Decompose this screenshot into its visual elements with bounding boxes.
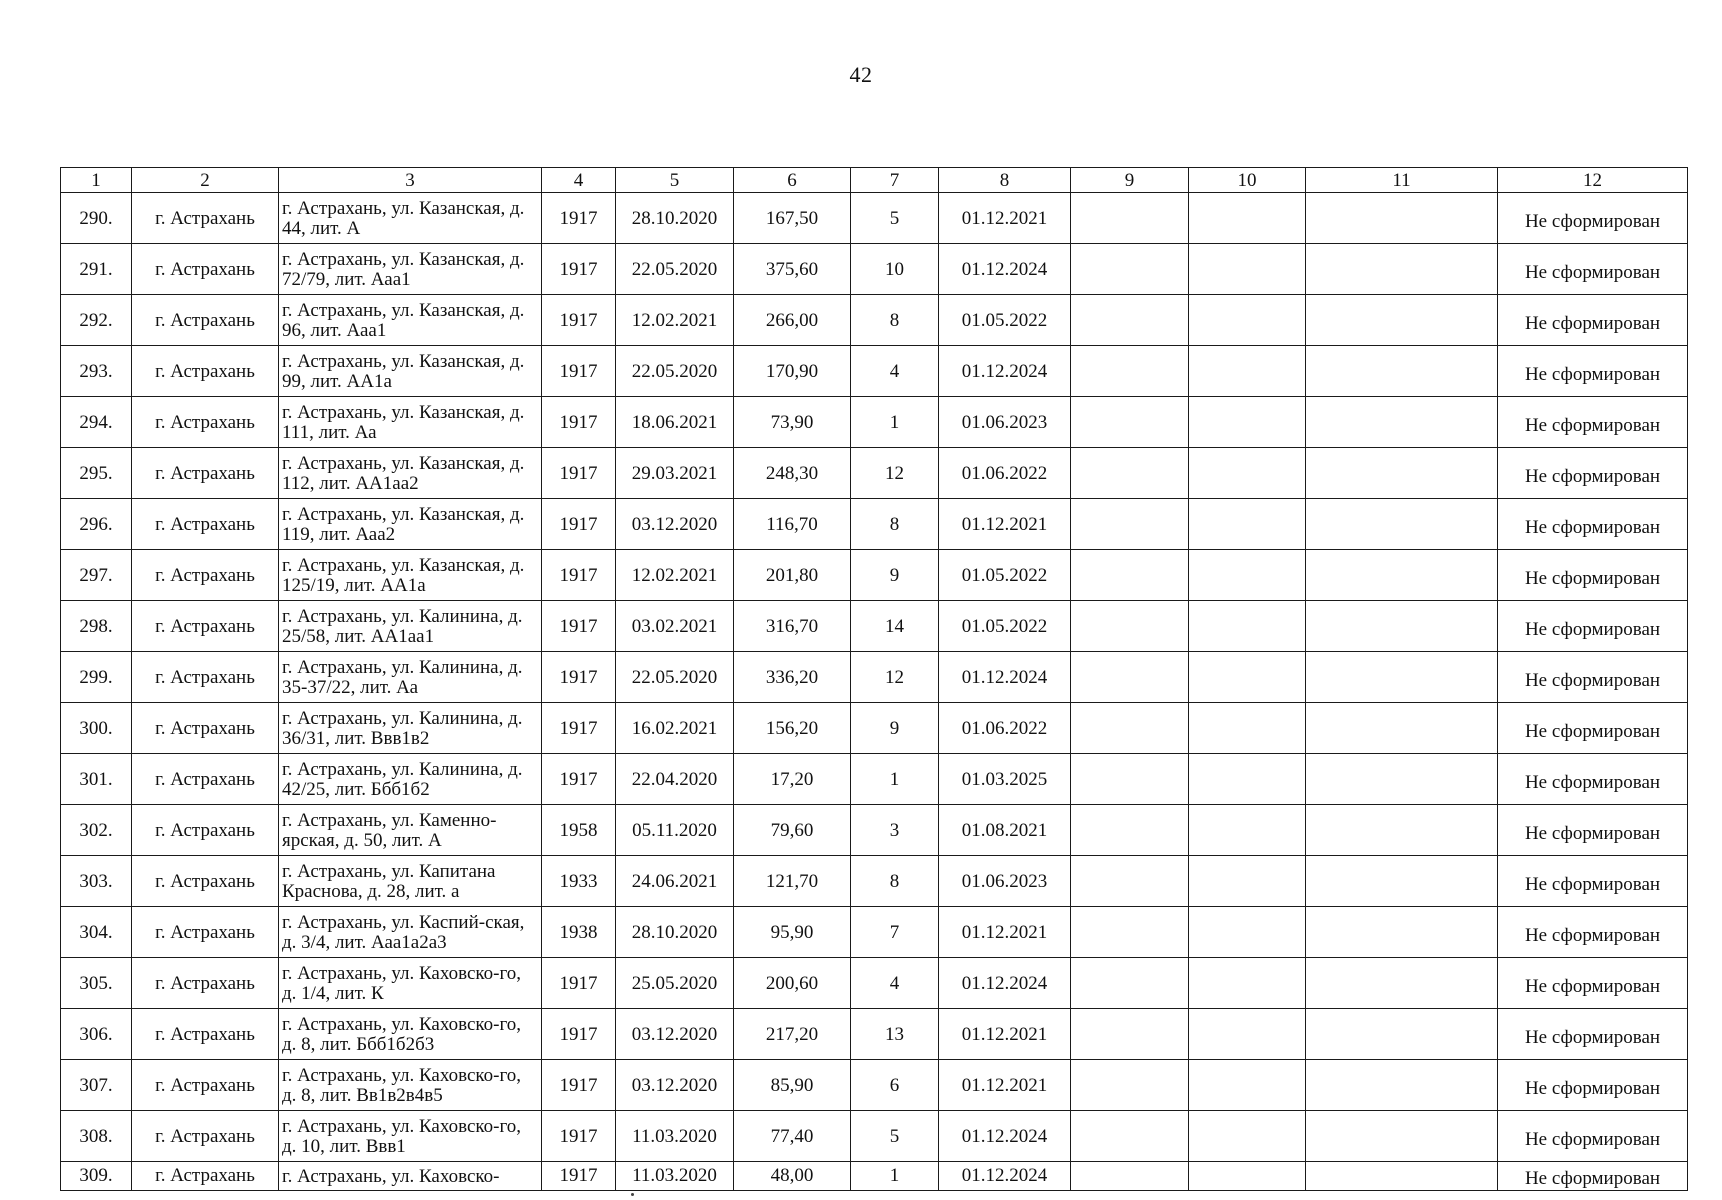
column-11-cell xyxy=(1306,1111,1498,1162)
year-cell: 1917 xyxy=(542,397,616,448)
date-cell: 22.05.2020 xyxy=(616,244,734,295)
row-number: 304. xyxy=(61,907,132,958)
due-date-cell: 01.12.2021 xyxy=(939,1009,1071,1060)
table-row xyxy=(61,703,1688,754)
status-cell: Не сформирован xyxy=(1498,652,1688,703)
status-cell: Не сформирован xyxy=(1498,856,1688,907)
table-row xyxy=(61,1111,1688,1162)
city-cell: г. Астрахань xyxy=(132,856,279,907)
date-cell: 03.12.2020 xyxy=(616,1009,734,1060)
status-cell: Не сформирован xyxy=(1498,1009,1688,1060)
table-row xyxy=(61,397,1688,448)
date-cell: 28.10.2020 xyxy=(616,907,734,958)
address-cell: г. Астрахань, ул. Каховско-го, д. 1/4, лит. К xyxy=(279,958,542,1009)
due-date-cell: 01.06.2023 xyxy=(939,856,1071,907)
column-9-cell xyxy=(1071,346,1189,397)
column-10-cell xyxy=(1189,907,1306,958)
column-header-8: 8 xyxy=(939,168,1071,193)
column-9-cell xyxy=(1071,244,1189,295)
city-cell: г. Астрахань xyxy=(132,397,279,448)
date-cell: 28.10.2020 xyxy=(616,193,734,244)
count-cell: 1 xyxy=(851,1162,939,1191)
area-cell: 73,90 xyxy=(734,397,851,448)
city-cell: г. Астрахань xyxy=(132,703,279,754)
column-10-cell xyxy=(1189,652,1306,703)
column-11-cell xyxy=(1306,856,1498,907)
city-cell: г. Астрахань xyxy=(132,295,279,346)
table-row xyxy=(61,601,1688,652)
column-10-cell xyxy=(1189,1111,1306,1162)
year-cell: 1917 xyxy=(542,1060,616,1111)
due-date-cell: 01.05.2022 xyxy=(939,601,1071,652)
status-cell: Не сформирован xyxy=(1498,601,1688,652)
year-cell: 1917 xyxy=(542,1111,616,1162)
status-cell: Не сформирован xyxy=(1498,805,1688,856)
housing-register-table xyxy=(60,167,1688,1191)
column-9-cell xyxy=(1071,652,1189,703)
table-row xyxy=(61,907,1688,958)
status-cell: Не сформирован xyxy=(1498,907,1688,958)
area-cell: 200,60 xyxy=(734,958,851,1009)
row-number: 290. xyxy=(61,193,132,244)
area-cell: 85,90 xyxy=(734,1060,851,1111)
column-10-cell xyxy=(1189,193,1306,244)
year-cell: 1917 xyxy=(542,703,616,754)
area-cell: 375,60 xyxy=(734,244,851,295)
count-cell: 4 xyxy=(851,958,939,1009)
column-11-cell xyxy=(1306,958,1498,1009)
table-row xyxy=(61,958,1688,1009)
column-header-12: 12 xyxy=(1498,168,1688,193)
row-number: 307. xyxy=(61,1060,132,1111)
column-9-cell xyxy=(1071,703,1189,754)
year-cell: 1917 xyxy=(542,499,616,550)
city-cell: г. Астрахань xyxy=(132,448,279,499)
date-cell: 05.11.2020 xyxy=(616,805,734,856)
area-cell: 167,50 xyxy=(734,193,851,244)
column-11-cell xyxy=(1306,1009,1498,1060)
column-11-cell xyxy=(1306,703,1498,754)
column-9-cell xyxy=(1071,1060,1189,1111)
column-9-cell xyxy=(1071,805,1189,856)
column-10-cell xyxy=(1189,244,1306,295)
column-9-cell xyxy=(1071,1111,1189,1162)
column-9-cell xyxy=(1071,550,1189,601)
column-header-3: 3 xyxy=(279,168,542,193)
city-cell: г. Астрахань xyxy=(132,754,279,805)
table-header xyxy=(61,168,1688,193)
year-cell: 1917 xyxy=(542,550,616,601)
column-11-cell xyxy=(1306,1060,1498,1111)
column-9-cell xyxy=(1071,1162,1189,1191)
column-11-cell xyxy=(1306,601,1498,652)
scan-speck xyxy=(631,1193,634,1196)
year-cell: 1917 xyxy=(542,346,616,397)
count-cell: 12 xyxy=(851,448,939,499)
date-cell: 22.05.2020 xyxy=(616,652,734,703)
year-cell: 1933 xyxy=(542,856,616,907)
status-cell: Не сформирован xyxy=(1498,550,1688,601)
header-row xyxy=(61,168,1688,193)
date-cell: 11.03.2020 xyxy=(616,1162,734,1191)
city-cell: г. Астрахань xyxy=(132,601,279,652)
address-cell: г. Астрахань, ул. Калинина, д. 35-37/22, лит. Аа xyxy=(279,652,542,703)
table-row xyxy=(61,346,1688,397)
city-cell: г. Астрахань xyxy=(132,550,279,601)
count-cell: 12 xyxy=(851,652,939,703)
column-header-1: 1 xyxy=(61,168,132,193)
column-10-cell xyxy=(1189,754,1306,805)
row-number: 291. xyxy=(61,244,132,295)
column-header-2: 2 xyxy=(132,168,279,193)
year-cell: 1917 xyxy=(542,652,616,703)
city-cell: г. Астрахань xyxy=(132,1162,279,1191)
column-10-cell xyxy=(1189,1162,1306,1191)
due-date-cell: 01.08.2021 xyxy=(939,805,1071,856)
city-cell: г. Астрахань xyxy=(132,652,279,703)
row-number: 301. xyxy=(61,754,132,805)
area-cell: 170,90 xyxy=(734,346,851,397)
column-9-cell xyxy=(1071,397,1189,448)
date-cell: 03.02.2021 xyxy=(616,601,734,652)
due-date-cell: 01.06.2023 xyxy=(939,397,1071,448)
column-10-cell xyxy=(1189,346,1306,397)
column-header-5: 5 xyxy=(616,168,734,193)
year-cell: 1917 xyxy=(542,754,616,805)
column-11-cell xyxy=(1306,193,1498,244)
year-cell: 1917 xyxy=(542,448,616,499)
area-cell: 336,20 xyxy=(734,652,851,703)
area-cell: 79,60 xyxy=(734,805,851,856)
row-number: 293. xyxy=(61,346,132,397)
column-11-cell xyxy=(1306,805,1498,856)
table-row xyxy=(61,295,1688,346)
due-date-cell: 01.12.2024 xyxy=(939,244,1071,295)
due-date-cell: 01.12.2024 xyxy=(939,346,1071,397)
row-number: 300. xyxy=(61,703,132,754)
address-cell: г. Астрахань, ул. Капитана Краснова, д. 28, лит. а xyxy=(279,856,542,907)
table-row xyxy=(61,193,1688,244)
row-number: 303. xyxy=(61,856,132,907)
date-cell: 25.05.2020 xyxy=(616,958,734,1009)
due-date-cell: 01.05.2022 xyxy=(939,550,1071,601)
count-cell: 1 xyxy=(851,754,939,805)
area-cell: 316,70 xyxy=(734,601,851,652)
row-number: 297. xyxy=(61,550,132,601)
status-cell: Не сформирован xyxy=(1498,448,1688,499)
table-row xyxy=(61,244,1688,295)
row-number: 308. xyxy=(61,1111,132,1162)
area-cell: 48,00 xyxy=(734,1162,851,1191)
count-cell: 9 xyxy=(851,550,939,601)
status-cell: Не сформирован xyxy=(1498,754,1688,805)
status-cell: Не сформирован xyxy=(1498,244,1688,295)
table-row xyxy=(61,856,1688,907)
address-cell: г. Астрахань, ул. Каховско-го, д. 10, лит. Ввв1 xyxy=(279,1111,542,1162)
count-cell: 10 xyxy=(851,244,939,295)
count-cell: 6 xyxy=(851,1060,939,1111)
area-cell: 116,70 xyxy=(734,499,851,550)
area-cell: 266,00 xyxy=(734,295,851,346)
table-row xyxy=(61,448,1688,499)
column-10-cell xyxy=(1189,397,1306,448)
year-cell: 1917 xyxy=(542,958,616,1009)
column-9-cell xyxy=(1071,295,1189,346)
year-cell: 1917 xyxy=(542,601,616,652)
address-cell: г. Астрахань, ул. Калинина, д. 42/25, лит. Ббб1б2 xyxy=(279,754,542,805)
city-cell: г. Астрахань xyxy=(132,244,279,295)
column-header-7: 7 xyxy=(851,168,939,193)
city-cell: г. Астрахань xyxy=(132,346,279,397)
column-header-11: 11 xyxy=(1306,168,1498,193)
city-cell: г. Астрахань xyxy=(132,1060,279,1111)
row-number: 309. xyxy=(61,1162,132,1191)
page-number: 42 xyxy=(849,62,873,87)
row-number: 294. xyxy=(61,397,132,448)
year-cell: 1917 xyxy=(542,244,616,295)
row-number: 305. xyxy=(61,958,132,1009)
column-9-cell xyxy=(1071,499,1189,550)
column-header-6: 6 xyxy=(734,168,851,193)
column-9-cell xyxy=(1071,907,1189,958)
city-cell: г. Астрахань xyxy=(132,193,279,244)
status-cell: Не сформирован xyxy=(1498,958,1688,1009)
status-cell: Не сформирован xyxy=(1498,295,1688,346)
column-9-cell xyxy=(1071,601,1189,652)
status-cell: Не сформирован xyxy=(1498,397,1688,448)
city-cell: г. Астрахань xyxy=(132,907,279,958)
column-header-4: 4 xyxy=(542,168,616,193)
address-cell: г. Астрахань, ул. Казанская, д. 119, лит. Ааа2 xyxy=(279,499,542,550)
status-cell: Не сформирован xyxy=(1498,193,1688,244)
year-cell: 1917 xyxy=(542,193,616,244)
area-cell: 217,20 xyxy=(734,1009,851,1060)
column-10-cell xyxy=(1189,295,1306,346)
count-cell: 8 xyxy=(851,499,939,550)
row-number: 306. xyxy=(61,1009,132,1060)
count-cell: 13 xyxy=(851,1009,939,1060)
count-cell: 14 xyxy=(851,601,939,652)
status-cell: Не сформирован xyxy=(1498,703,1688,754)
due-date-cell: 01.06.2022 xyxy=(939,448,1071,499)
address-cell: г. Астрахань, ул. Казанская, д. 112, лит. АА1аа2 xyxy=(279,448,542,499)
date-cell: 03.12.2020 xyxy=(616,499,734,550)
column-11-cell xyxy=(1306,448,1498,499)
column-11-cell xyxy=(1306,652,1498,703)
table-row xyxy=(61,1162,1688,1191)
address-cell: г. Астрахань, ул. Каховско- xyxy=(279,1162,542,1191)
status-cell: Не сформирован xyxy=(1498,1111,1688,1162)
date-cell: 18.06.2021 xyxy=(616,397,734,448)
column-10-cell xyxy=(1189,856,1306,907)
year-cell: 1958 xyxy=(542,805,616,856)
table-body xyxy=(61,193,1688,1191)
city-cell: г. Астрахань xyxy=(132,1009,279,1060)
due-date-cell: 01.12.2021 xyxy=(939,1060,1071,1111)
table-row xyxy=(61,550,1688,601)
date-cell: 11.03.2020 xyxy=(616,1111,734,1162)
address-cell: г. Астрахань, ул. Каховско-го, д. 8, лит. Ббб1б2б3 xyxy=(279,1009,542,1060)
address-cell: г. Астрахань, ул. Казанская, д. 72/79, лит. Ааа1 xyxy=(279,244,542,295)
row-number: 302. xyxy=(61,805,132,856)
area-cell: 201,80 xyxy=(734,550,851,601)
column-11-cell xyxy=(1306,1162,1498,1191)
row-number: 296. xyxy=(61,499,132,550)
count-cell: 8 xyxy=(851,856,939,907)
count-cell: 5 xyxy=(851,193,939,244)
table-row xyxy=(61,805,1688,856)
row-number: 298. xyxy=(61,601,132,652)
area-cell: 77,40 xyxy=(734,1111,851,1162)
column-10-cell xyxy=(1189,805,1306,856)
due-date-cell: 01.06.2022 xyxy=(939,703,1071,754)
count-cell: 7 xyxy=(851,907,939,958)
table-row xyxy=(61,652,1688,703)
date-cell: 16.02.2021 xyxy=(616,703,734,754)
row-number: 292. xyxy=(61,295,132,346)
address-cell: г. Астрахань, ул. Каспий-ская, д. 3/4, лит. Ааа1а2а3 xyxy=(279,907,542,958)
status-cell: Не сформирован xyxy=(1498,346,1688,397)
address-cell: г. Астрахань, ул. Казанская, д. 44, лит. А xyxy=(279,193,542,244)
status-cell: Не сформирован xyxy=(1498,1162,1688,1191)
area-cell: 95,90 xyxy=(734,907,851,958)
count-cell: 8 xyxy=(851,295,939,346)
status-cell: Не сформирован xyxy=(1498,499,1688,550)
address-cell: г. Астрахань, ул. Казанская, д. 96, лит. Ааа1 xyxy=(279,295,542,346)
column-11-cell xyxy=(1306,346,1498,397)
column-10-cell xyxy=(1189,1009,1306,1060)
city-cell: г. Астрахань xyxy=(132,1111,279,1162)
column-10-cell xyxy=(1189,958,1306,1009)
due-date-cell: 01.12.2024 xyxy=(939,1111,1071,1162)
column-11-cell xyxy=(1306,754,1498,805)
count-cell: 5 xyxy=(851,1111,939,1162)
date-cell: 29.03.2021 xyxy=(616,448,734,499)
column-10-cell xyxy=(1189,499,1306,550)
column-10-cell xyxy=(1189,448,1306,499)
date-cell: 03.12.2020 xyxy=(616,1060,734,1111)
area-cell: 121,70 xyxy=(734,856,851,907)
table-row xyxy=(61,754,1688,805)
column-9-cell xyxy=(1071,754,1189,805)
city-cell: г. Астрахань xyxy=(132,805,279,856)
column-9-cell xyxy=(1071,193,1189,244)
column-11-cell xyxy=(1306,295,1498,346)
count-cell: 1 xyxy=(851,397,939,448)
address-cell: г. Астрахань, ул. Казанская, д. 125/19, лит. АА1а xyxy=(279,550,542,601)
column-11-cell xyxy=(1306,907,1498,958)
address-cell: г. Астрахань, ул. Калинина, д. 25/58, лит. АА1аа1 xyxy=(279,601,542,652)
count-cell: 4 xyxy=(851,346,939,397)
area-cell: 156,20 xyxy=(734,703,851,754)
column-10-cell xyxy=(1189,703,1306,754)
table-row xyxy=(61,499,1688,550)
due-date-cell: 01.05.2022 xyxy=(939,295,1071,346)
date-cell: 22.05.2020 xyxy=(616,346,734,397)
due-date-cell: 01.12.2024 xyxy=(939,652,1071,703)
row-number: 295. xyxy=(61,448,132,499)
table-row xyxy=(61,1060,1688,1111)
address-cell: г. Астрахань, ул. Казанская, д. 99, лит. АА1а xyxy=(279,346,542,397)
date-cell: 12.02.2021 xyxy=(616,295,734,346)
year-cell: 1917 xyxy=(542,1162,616,1191)
column-9-cell xyxy=(1071,448,1189,499)
city-cell: г. Астрахань xyxy=(132,958,279,1009)
column-header-10: 10 xyxy=(1189,168,1306,193)
date-cell: 24.06.2021 xyxy=(616,856,734,907)
date-cell: 22.04.2020 xyxy=(616,754,734,805)
area-cell: 17,20 xyxy=(734,754,851,805)
count-cell: 9 xyxy=(851,703,939,754)
due-date-cell: 01.12.2021 xyxy=(939,907,1071,958)
address-cell: г. Астрахань, ул. Каменно-ярская, д. 50, лит. А xyxy=(279,805,542,856)
column-11-cell xyxy=(1306,499,1498,550)
address-cell: г. Астрахань, ул. Калинина, д. 36/31, лит. Ввв1в2 xyxy=(279,703,542,754)
count-cell: 3 xyxy=(851,805,939,856)
column-9-cell xyxy=(1071,856,1189,907)
address-cell: г. Астрахань, ул. Каховско-го, д. 8, лит. Вв1в2в4в5 xyxy=(279,1060,542,1111)
due-date-cell: 01.12.2021 xyxy=(939,193,1071,244)
column-11-cell xyxy=(1306,397,1498,448)
date-cell: 12.02.2021 xyxy=(616,550,734,601)
column-10-cell xyxy=(1189,550,1306,601)
year-cell: 1917 xyxy=(542,1009,616,1060)
due-date-cell: 01.12.2024 xyxy=(939,958,1071,1009)
year-cell: 1917 xyxy=(542,295,616,346)
column-9-cell xyxy=(1071,958,1189,1009)
column-11-cell xyxy=(1306,550,1498,601)
due-date-cell: 01.03.2025 xyxy=(939,754,1071,805)
address-cell: г. Астрахань, ул. Казанская, д. 111, лит. Аа xyxy=(279,397,542,448)
area-cell: 248,30 xyxy=(734,448,851,499)
row-number: 299. xyxy=(61,652,132,703)
column-10-cell xyxy=(1189,1060,1306,1111)
due-date-cell: 01.12.2021 xyxy=(939,499,1071,550)
due-date-cell: 01.12.2024 xyxy=(939,1162,1071,1191)
table-row xyxy=(61,1009,1688,1060)
status-cell: Не сформирован xyxy=(1498,1060,1688,1111)
column-header-9: 9 xyxy=(1071,168,1189,193)
column-9-cell xyxy=(1071,1009,1189,1060)
year-cell: 1938 xyxy=(542,907,616,958)
column-11-cell xyxy=(1306,244,1498,295)
column-10-cell xyxy=(1189,601,1306,652)
city-cell: г. Астрахань xyxy=(132,499,279,550)
